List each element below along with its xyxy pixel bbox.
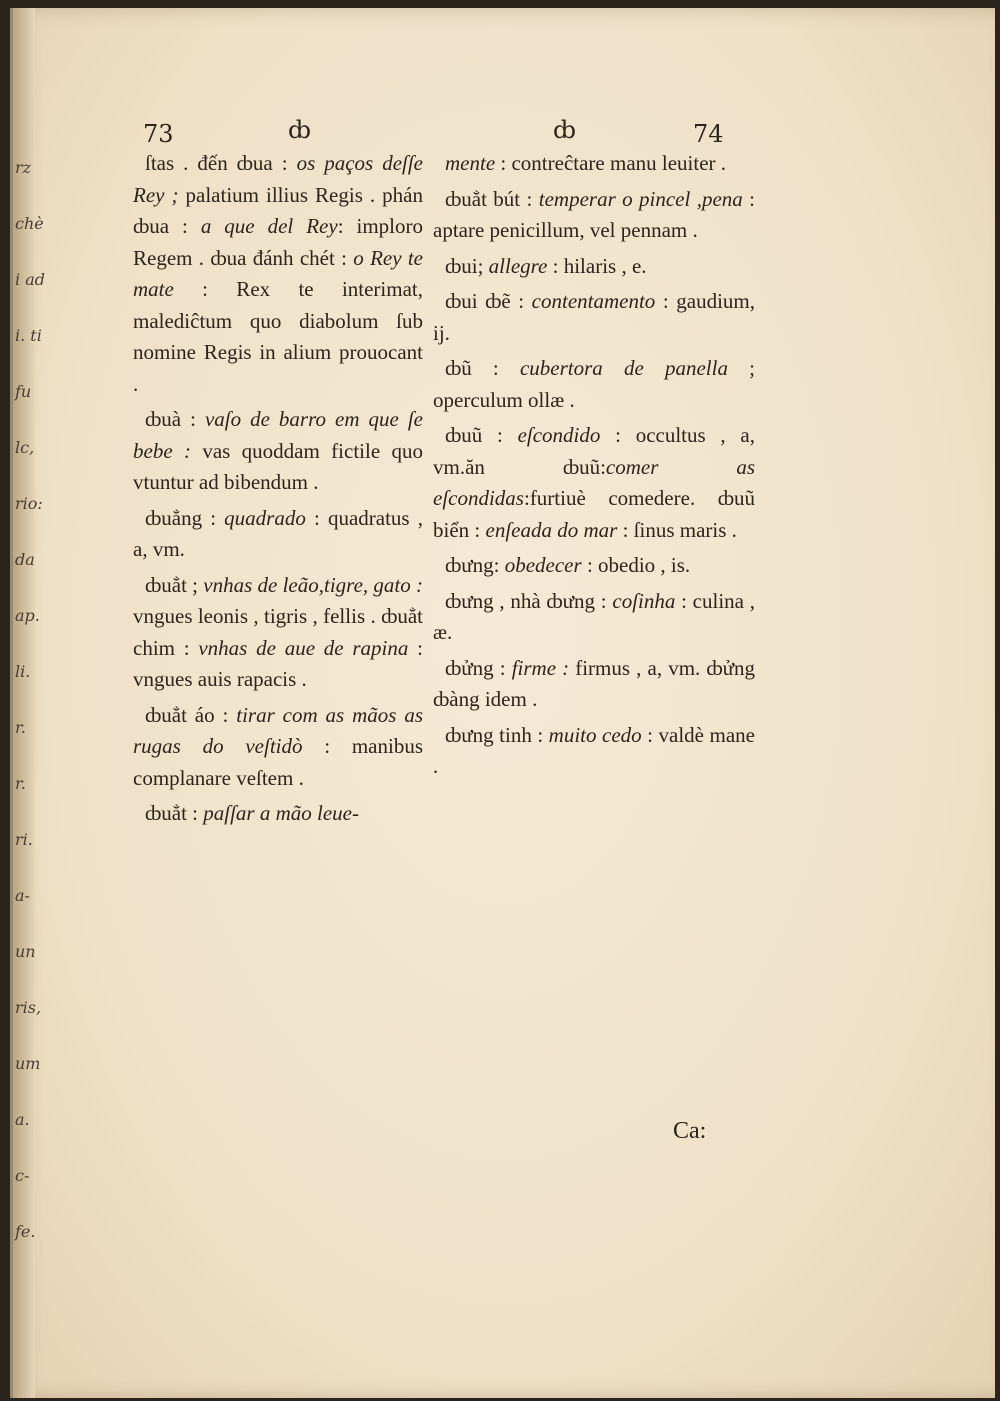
entry-text: ȸưng tinh : [445,722,549,747]
dictionary-entry [433,353,755,416]
entry-text: : manibus complanare veſtem . [133,734,423,790]
margin-fragment: a- [15,886,30,905]
entry-text: ȸui; [445,253,489,278]
dictionary-entry [433,286,755,349]
portuguese-gloss: vaſo de barro em que ſe bebe : [133,407,423,463]
margin-fragment: ris, [15,998,42,1017]
entry-text: firmus , a, vm. ȸửng ȸàng idem . [433,655,756,711]
entry-text: ȸuẳt ; [145,572,204,597]
entry-text: ȸui ȸẽ : [445,289,532,313]
book-page [10,8,995,1398]
right-header-letter: ȸ [553,116,577,144]
margin-fragment: r. [15,774,26,793]
portuguese-gloss: os paços deſſe Rey ; [133,151,424,207]
margin-fragment: fe. [15,1222,36,1241]
entry-text: palatium illius Regis . phán ȸua : [133,182,423,238]
margin-fragment: a. [15,1110,30,1129]
entry-text: ȸuẳt áo : [145,702,237,727]
entry-text: : occultus , a, vm.ăn ȸuũ: [433,423,755,479]
entry-text: : contreĉtare manu leuiter . [495,151,727,175]
entry-text: : Rex te interimat, malediĉtum quo diabolum ſub nomine Regis in alium prouocant . [133,277,423,396]
dictionary-entry [133,404,423,499]
dictionary-entry [133,148,423,400]
entry-text: : imploro Regem . ȸua đánh chét : [133,214,423,270]
right-page-number: 74 [693,120,724,148]
entry-text: ȸuẳt bút : [445,186,539,211]
dictionary-entry [433,720,755,783]
portuguese-gloss: comer as eſcondidas [433,454,755,510]
dictionary-entry [133,798,423,830]
margin-fragment: un [15,942,36,961]
entry-text: : ſinus maris . [617,517,737,542]
dictionary-entry [433,148,755,180]
dictionary-entry [433,420,755,546]
margin-fragment: ri. [15,830,33,849]
entry-text: :furtiuè comedere. ȸuũ biển : [433,486,755,542]
left-header-letter: ȸ [288,116,312,144]
margin-fragment: i ad [15,270,45,289]
entry-text: : quadratus , a, vm. [133,505,423,561]
entry-text: : culina , æ. [433,588,755,644]
left-column [133,148,423,834]
entry-text: vngues leonis , tigris , fellis . ȸuẳt chim : [133,604,423,660]
portuguese-gloss: vnhas de leão,tigre, gato : [203,572,423,597]
entry-text: : valdè mane . [433,722,755,778]
entry-text: : aptare penicillum, vel pennam . [433,186,756,242]
portuguese-gloss: vnhas de aue de rapina [198,635,409,660]
entry-text: ȸuẳt : [145,801,204,825]
dictionary-entry [433,653,755,716]
right-column [433,148,755,787]
margin-fragment: ap. [15,606,40,625]
entry-text: : obedio , is. [581,553,691,577]
left-page-number: 73 [143,120,174,148]
margin-fragment: rio: [15,494,43,513]
entry-text: ȸửng : [445,655,512,680]
margin-fragment: c- [15,1166,30,1185]
portuguese-gloss: paſſar a mão leue- [203,801,359,825]
portuguese-gloss: obedecer [504,553,582,577]
portuguese-gloss: o Rey te mate [133,245,423,301]
dictionary-entry [433,184,755,247]
entry-text: : hilaris , e. [547,253,647,278]
dictionary-entry [433,586,755,649]
margin-fragment: lc, [15,438,35,457]
portuguese-gloss: quadrado [224,505,306,530]
margin-fragment: da [15,550,35,569]
entry-text: : gaudium, ij. [433,289,755,345]
portuguese-gloss: enſeada do mar [485,517,618,542]
margin-fragment: r. [15,718,26,737]
margin-fragment: chè [15,214,44,233]
portuguese-gloss: temperar o pincel ,pena [538,186,743,211]
portuguese-gloss: tirar com as mãos as rugas do veſtidò [133,702,423,758]
portuguese-gloss: eſcondido [517,423,601,447]
margin-fragment: li. [15,662,31,681]
entry-text: ȸũ : [445,356,520,380]
entry-text: : vngues auis rapacis . [133,635,423,691]
entry-text: ; operculum ollæ . [433,356,756,412]
catchword: Ca: [673,1118,707,1144]
portuguese-gloss: coſinha [612,588,676,613]
portuguese-gloss: a que del Rey [200,214,338,238]
entry-text: ſtas . đến ȸua : [145,151,297,175]
entry-text: ȸuà : [145,407,205,431]
entry-text: ȸưng: [445,553,505,577]
margin-fragment: i. ti [15,326,42,345]
entry-text: ȸuũ : [445,423,518,447]
portuguese-gloss: mente [445,151,496,175]
entry-text: vas quoddam fictile quo vtuntur ad bibendum . [133,438,423,494]
dictionary-entry [133,570,423,696]
entry-text: ȸuẳng : [145,505,225,530]
margin-fragment: rz [15,158,32,177]
portuguese-gloss: cubertora de panella [519,356,728,380]
entry-text: ȸưng , nhà ȸưng : [445,588,613,613]
dictionary-entry [433,550,755,582]
dictionary-entry [133,700,423,795]
portuguese-gloss: firme : [511,655,570,680]
margin-fragment: fu [15,382,32,401]
portuguese-gloss: contentamento [531,289,656,313]
dictionary-entry [133,503,423,566]
portuguese-gloss: allegre [488,253,548,278]
dictionary-entry [433,251,755,283]
portuguese-gloss: muito cedo [548,722,642,747]
margin-fragment: um [15,1054,41,1073]
